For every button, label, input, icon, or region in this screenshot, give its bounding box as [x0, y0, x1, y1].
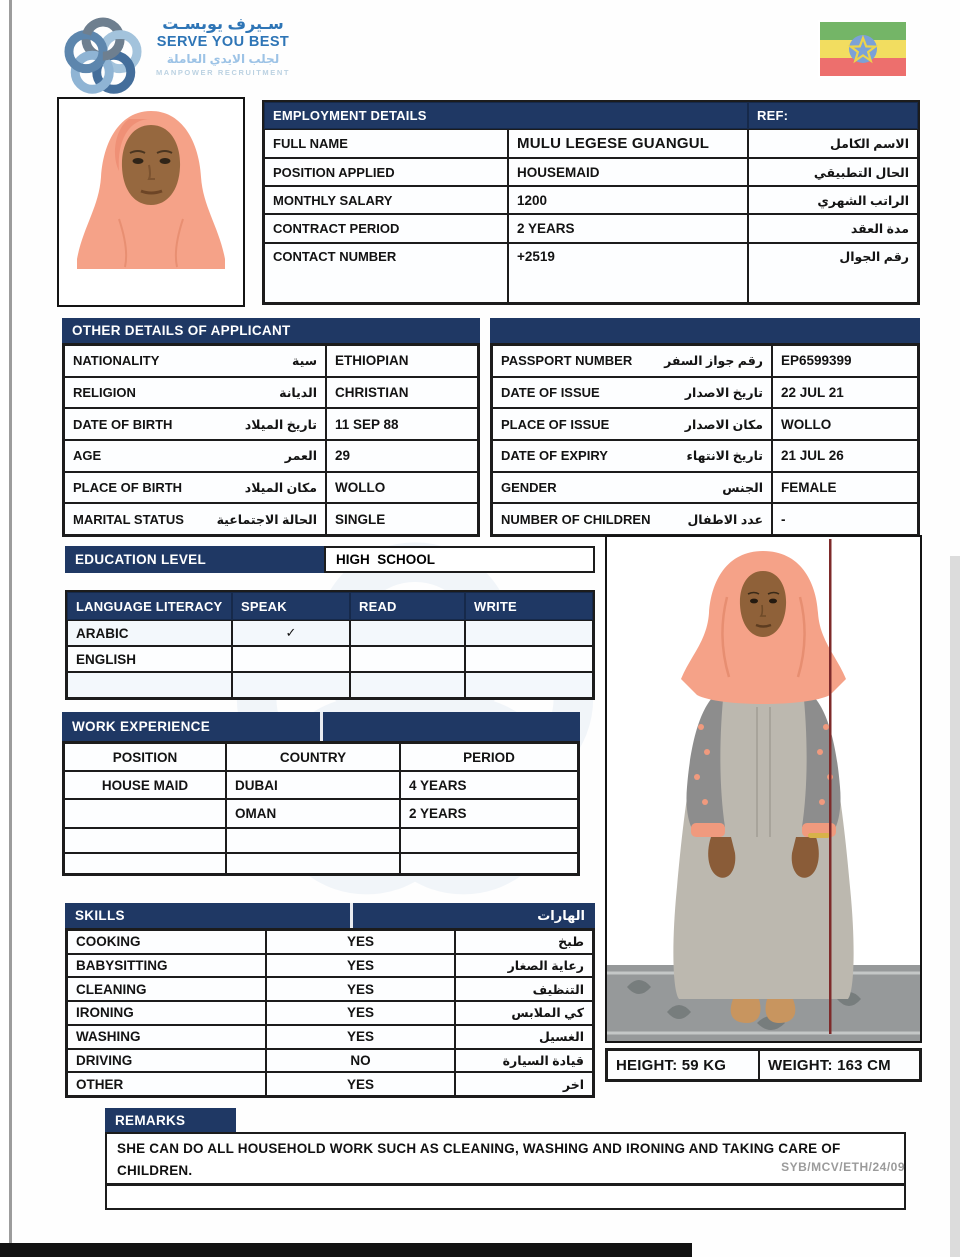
field-label-arabic: تاريخ الاصدار: [684, 385, 763, 400]
field-label-arabic: الاسم الكامل: [748, 129, 918, 158]
field-label: CONTACT NUMBER: [264, 243, 508, 303]
skills-title-bar: [65, 903, 595, 928]
other-details-title-bar-right: [490, 318, 920, 343]
work-period: 4 YEARS: [400, 771, 578, 799]
weight-value: WEIGHT: 163 CM: [759, 1050, 920, 1080]
education-level-value: HIGH SCHOOL: [324, 546, 595, 573]
language-literacy-table: [65, 590, 595, 700]
field-label-arabic: مدة العقد: [748, 214, 918, 243]
work-col-header: PERIOD: [400, 743, 578, 771]
field-value: 1200: [508, 186, 748, 214]
bar-divider: [350, 903, 353, 928]
field-label-arabic: الديانة: [279, 385, 317, 400]
work-position: [64, 828, 226, 853]
language-header: WRITE: [465, 592, 593, 620]
skill-name: COOKING: [67, 930, 266, 954]
education-level-label: EDUCATION LEVEL: [75, 552, 207, 567]
document-code: SYB/MCV/ETH/24/09: [781, 1160, 905, 1174]
scan-artifact-right-strip: [950, 556, 960, 1257]
read-cell: [350, 646, 465, 672]
field-value: MULU LEGESE GUANGUL: [508, 129, 748, 158]
field-label: PLACE OF BIRTH: [73, 479, 183, 495]
other-details-left-table: [62, 343, 480, 537]
speak-cell: [232, 646, 350, 672]
bar-divider: [320, 712, 323, 741]
work-country: DUBAI: [226, 771, 400, 799]
field-label-arabic: تاريخ الميلاد: [244, 417, 317, 432]
brand-tagline-english: MANPOWER RECRUITMENT: [155, 68, 291, 78]
speak-checkmark: ✓: [232, 620, 350, 646]
work-country: OMAN: [226, 799, 400, 828]
skill-name: WASHING: [67, 1025, 266, 1049]
height-value: HEIGHT: 59 KG: [607, 1050, 759, 1080]
field-label-arabic: العمر: [284, 449, 317, 464]
skill-name: DRIVING: [67, 1049, 266, 1073]
field-label: PASSPORT NUMBER: [501, 353, 633, 369]
work-period: [400, 828, 578, 853]
field-value: 2 YEARS: [508, 214, 748, 243]
portrait-photo: [57, 97, 245, 307]
field-label-arabic: الراتب الشهري: [748, 186, 918, 214]
read-cell: [350, 620, 465, 646]
brand-tagline-arabic: لجلب الايدي العاملة: [166, 51, 280, 66]
employment-details-table: [262, 100, 920, 305]
skill-name: CLEANING: [67, 977, 266, 1001]
remarks-title: REMARKS: [115, 1112, 186, 1128]
field-value: +2519: [508, 243, 748, 303]
skill-value: NO: [266, 1049, 455, 1073]
work-position: [64, 853, 226, 874]
field-label-arabic: الحال التطبيقي: [748, 158, 918, 186]
field-label-arabic: رقم الجوال: [748, 243, 918, 303]
portrait-illustration: [59, 99, 243, 305]
ethiopia-flag: [818, 20, 908, 78]
other-details-title: OTHER DETAILS OF APPLICANT: [72, 323, 291, 338]
other-details-right-table: [490, 343, 920, 537]
field-label: FULL NAME: [264, 129, 508, 158]
skills-title-arabic: الهارات: [537, 907, 585, 923]
brand-name-english: SERVE YOU BEST: [156, 34, 290, 51]
read-cell: [350, 672, 465, 698]
work-col-header: POSITION: [64, 743, 226, 771]
skill-arabic: اخر: [455, 1072, 593, 1096]
language-name: ENGLISH: [67, 646, 232, 672]
employment-ref-label: REF:: [748, 102, 918, 129]
skill-name: IRONING: [67, 1001, 266, 1025]
field-label: NATIONALITY: [73, 353, 160, 369]
language-name: ARABIC: [67, 620, 232, 646]
field-label: RELIGION: [73, 384, 136, 400]
skill-arabic: قيادة السيارة: [455, 1049, 593, 1073]
skill-arabic: الغسيل: [455, 1025, 593, 1049]
remarks-text-box: SHE CAN DO ALL HOUSEHOLD WORK SUCH AS CLEANING, WASHING AND IRONING AND TAKING CARE OF CHILDREN.: [105, 1132, 906, 1185]
work-position: [64, 799, 226, 828]
field-value: CHRISTIAN: [326, 377, 478, 409]
field-label: DATE OF BIRTH: [73, 416, 173, 432]
language-header: LANGUAGE LITERACY: [67, 592, 232, 620]
field-value: 29: [326, 440, 478, 472]
knot-logo-icon: [58, 14, 148, 100]
full-body-illustration: [607, 537, 920, 1041]
remarks-empty-row: [105, 1185, 906, 1210]
skills-table: [65, 928, 595, 1098]
write-cell: [465, 672, 593, 698]
field-label: DATE OF ISSUE: [501, 384, 600, 400]
work-col-header: COUNTRY: [226, 743, 400, 771]
field-label: POSITION APPLIED: [264, 158, 508, 186]
full-body-photo: [605, 535, 922, 1043]
field-label-arabic: الجنس: [722, 480, 763, 495]
skill-value: YES: [266, 1001, 455, 1025]
field-label-arabic: عدد الاطفال: [687, 512, 763, 527]
work-position: HOUSE MAID: [64, 771, 226, 799]
scan-artifact-bottom-band: [0, 1243, 692, 1257]
skill-value: YES: [266, 1072, 455, 1096]
field-label-arabic: رقم جواز السفر: [664, 354, 763, 369]
field-value: FEMALE: [772, 472, 918, 504]
field-label: MARITAL STATUS: [73, 511, 184, 527]
other-details-title-bar: [62, 318, 480, 343]
skill-value: YES: [266, 977, 455, 1001]
skill-name: BABYSITTING: [67, 954, 266, 978]
skill-arabic: طبخ: [455, 930, 593, 954]
skills-title: SKILLS: [75, 908, 125, 923]
field-value: EP6599399: [772, 345, 918, 377]
scan-artifact-left-line: [9, 0, 12, 1243]
skill-value: YES: [266, 930, 455, 954]
field-label: DATE OF EXPIRY: [501, 448, 608, 464]
field-label-arabic: مكان الميلاد: [244, 480, 317, 495]
remarks-title-bar: [105, 1108, 236, 1132]
field-value: HOUSEMAID: [508, 158, 748, 186]
work-period: [400, 853, 578, 874]
skill-value: YES: [266, 954, 455, 978]
speak-cell: [232, 672, 350, 698]
field-label-arabic: تاريخ الانتهاء: [686, 449, 763, 464]
language-header: SPEAK: [232, 592, 350, 620]
field-value: -: [772, 503, 918, 535]
language-name: [67, 672, 232, 698]
field-value: SINGLE: [326, 503, 478, 535]
employment-title: EMPLOYMENT DETAILS: [264, 102, 748, 129]
field-label: AGE: [73, 448, 102, 464]
field-label: GENDER: [501, 479, 557, 495]
biometrics-row: [605, 1048, 922, 1082]
brand-name-arabic: سـيرف يوبسـت: [162, 16, 284, 33]
skill-arabic: كي الملابس: [455, 1001, 593, 1025]
education-level-bar: [65, 546, 324, 573]
work-experience-title: WORK EXPERIENCE: [72, 719, 211, 734]
work-experience-table: [62, 741, 580, 876]
field-value: WOLLO: [326, 472, 478, 504]
field-label: PLACE OF ISSUE: [501, 416, 610, 432]
write-cell: [465, 646, 593, 672]
work-country: [226, 828, 400, 853]
skill-value: YES: [266, 1025, 455, 1049]
skill-name: OTHER: [67, 1072, 266, 1096]
skill-arabic: التنظيف: [455, 977, 593, 1001]
field-label-arabic: الحالة الاجتماعية: [216, 512, 317, 527]
field-value: ETHIOPIAN: [326, 345, 478, 377]
field-label-arabic: مكان الاصدار: [684, 417, 763, 432]
work-period: 2 YEARS: [400, 799, 578, 828]
field-label: NUMBER OF CHILDREN: [501, 511, 651, 527]
field-label: MONTHLY SALARY: [264, 186, 508, 214]
work-country: [226, 853, 400, 874]
field-value: 22 JUL 21: [772, 377, 918, 409]
write-cell: [465, 620, 593, 646]
field-value: 21 JUL 26: [772, 440, 918, 472]
field-label-arabic: سية: [292, 354, 317, 369]
language-header: READ: [350, 592, 465, 620]
field-value: WOLLO: [772, 408, 918, 440]
field-label: CONTRACT PERIOD: [264, 214, 508, 243]
brand-text-block: [148, 16, 298, 79]
skill-arabic: رعاية الصغار: [455, 954, 593, 978]
field-value: 11 SEP 88: [326, 408, 478, 440]
